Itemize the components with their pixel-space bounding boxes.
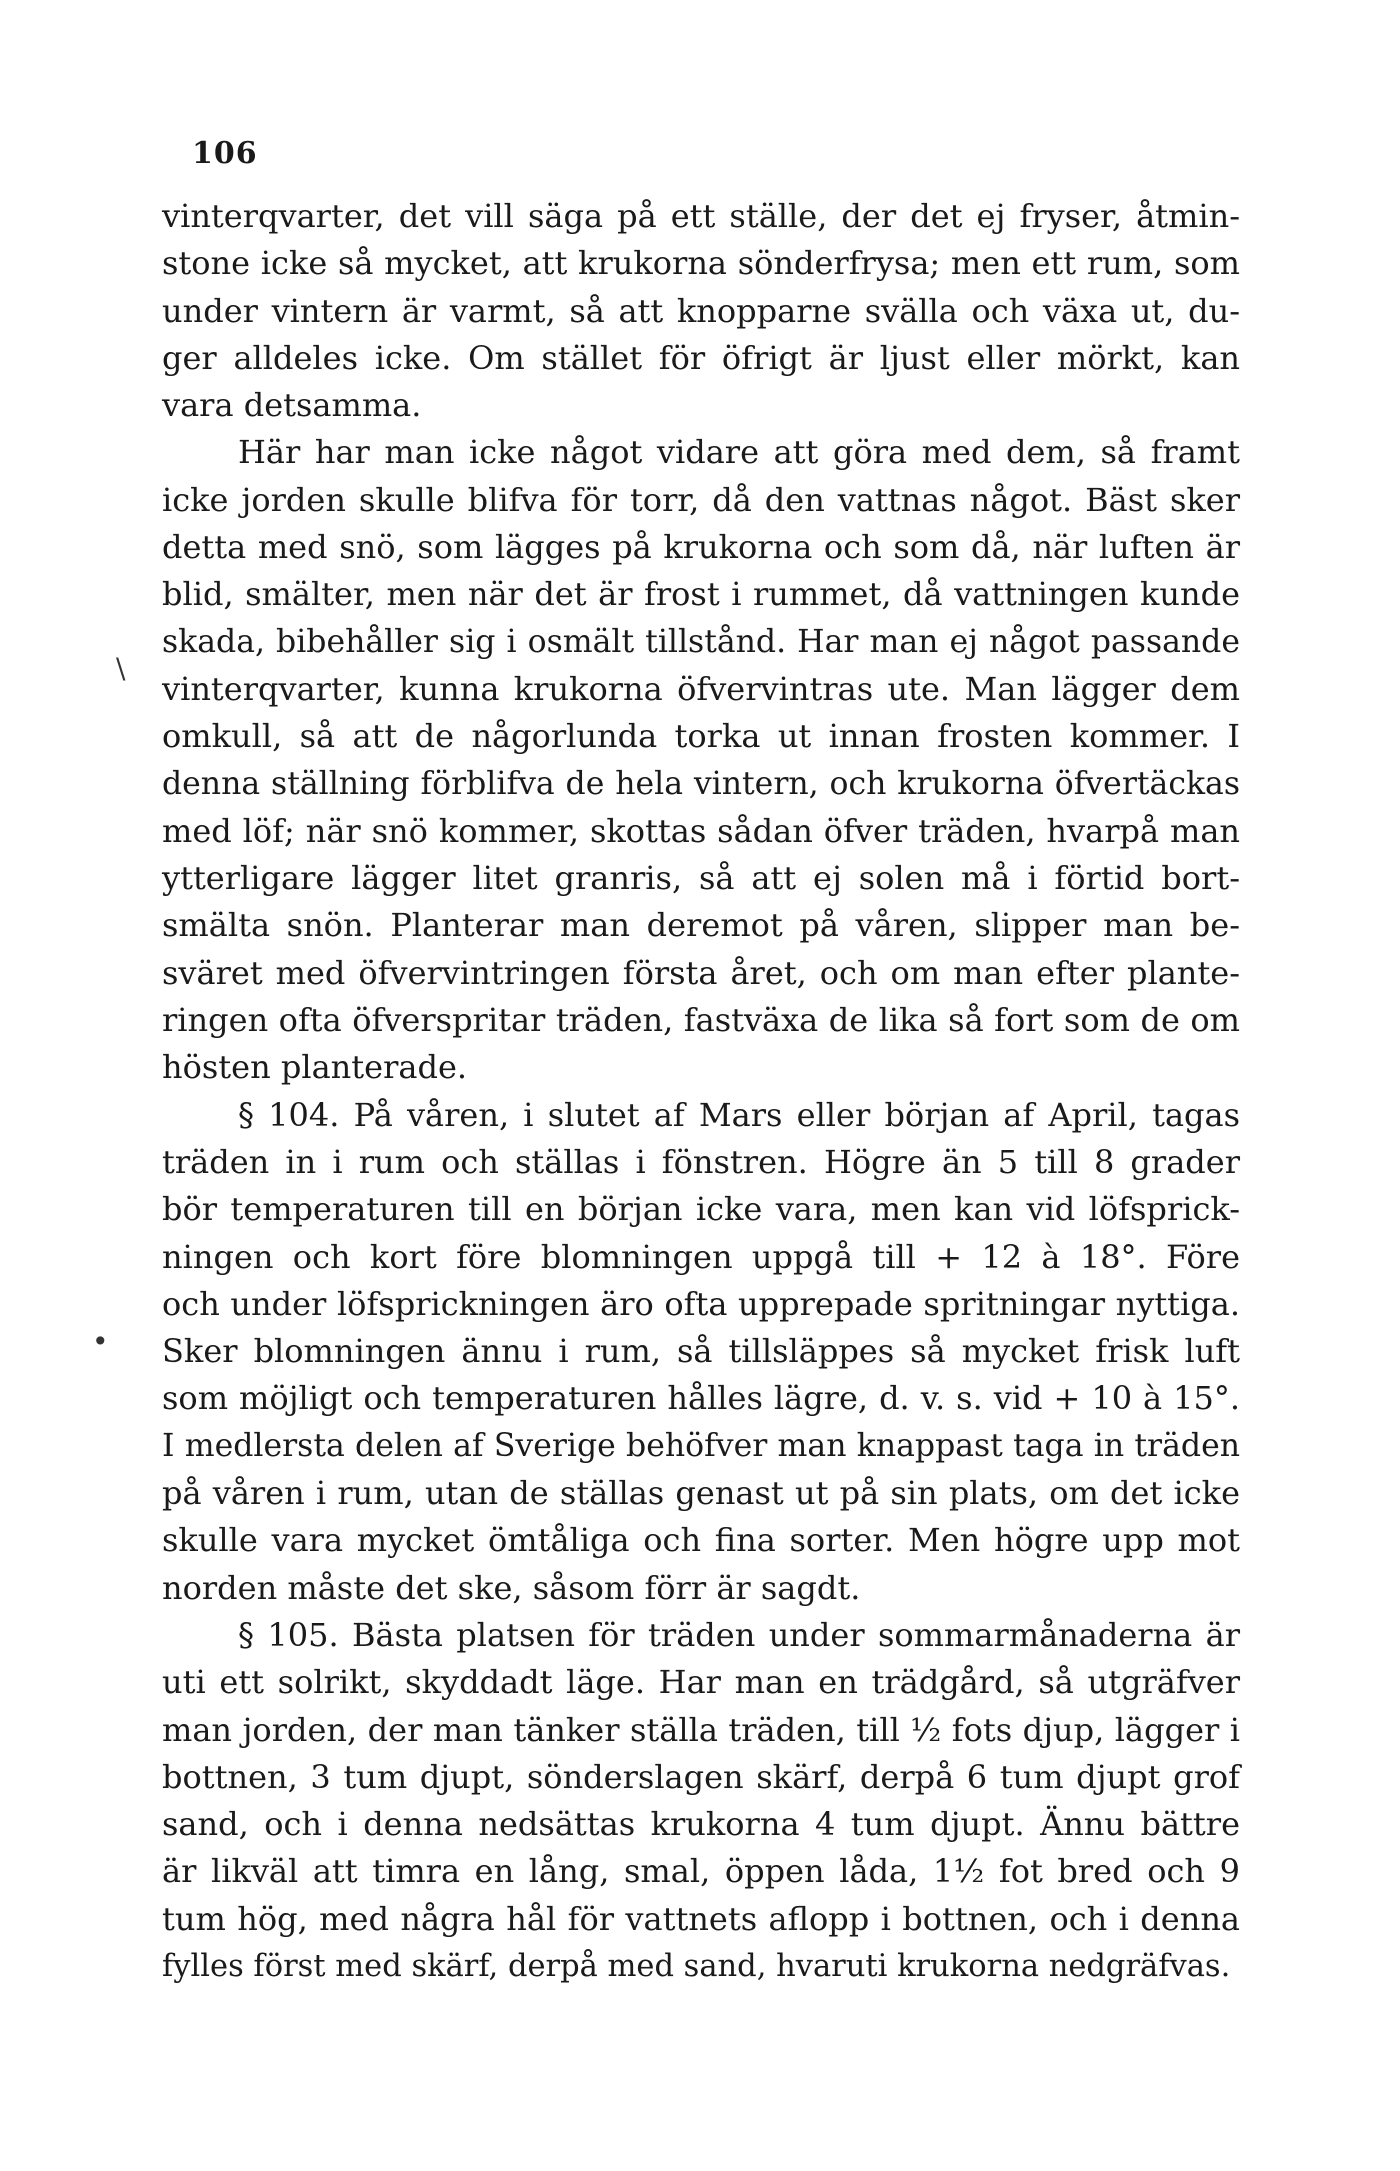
text-line: denna ställning förblifva de hela vintern, och krukorna öfvertäckas <box>162 765 1240 802</box>
text-line: träden in i rum och ställas i fönstren. Högre än 5 till 8 grader <box>162 1142 1240 1181</box>
text-line: bottnen, 3 tum djupt, sönderslagen skärf, derpå 6 tum djupt grof <box>162 1757 1240 1796</box>
text-line: och under löfsprickningen äro ofta upprepade spritningar nyttiga. <box>162 1284 1240 1323</box>
text-line: sväret med öfvervintringen första året, och om man efter plante- <box>162 953 1240 992</box>
text-line: uti ett solrikt, skyddadt läge. Har man en trädgård, så utgräfver <box>162 1663 1240 1702</box>
text-line: ytterligare lägger litet granris, så att ej solen må i förtid bort- <box>162 859 1240 898</box>
text-line: skada, bibehåller sig i osmält tillstånd. Har man ej något passande <box>162 623 1240 660</box>
body-text <box>162 193 1240 1990</box>
text-line: norden måste det ske, såsom förr är sagdt. <box>162 1568 861 1607</box>
text-line: stone icke så mycket, att krukorna sönderfrysa; men ett rum, som <box>162 244 1240 283</box>
text-line: ringen ofta öfverspritar träden, fastväxa de lika så fort som de om <box>162 1001 1240 1040</box>
text-line: vinterqvarter, det vill säga på ett ställe, der det ej fryser, åtmin- <box>162 197 1240 235</box>
text-line: ningen och kort före blomningen uppgå till + 12 à 18°. Före <box>162 1237 1240 1276</box>
text-line: sand, och i denna nedsättas krukorna 4 tum djupt. Ännu bättre <box>162 1805 1240 1844</box>
section-104-line: § 104. På våren, i slutet af Mars eller början af April, tagas <box>238 1095 1240 1134</box>
text-line: skulle vara mycket ömtåliga och fina sorter. Men högre upp mot <box>162 1521 1240 1560</box>
text-line: tum hög, med några hål för vattnets aflopp i bottnen, och i denna <box>162 1899 1240 1938</box>
margin-mark: \ <box>116 652 126 685</box>
text-line: icke jorden skulle blifva för torr, då den vattnas något. Bäst sker <box>162 480 1240 519</box>
text-line: är likväl att timra en lång, smal, öppen låda, 1½ fot bred och 9 <box>162 1852 1240 1891</box>
text-line: bör temperaturen till en början icke vara, men kan vid löfsprick- <box>162 1190 1240 1229</box>
section-105-line: § 105. Bästa platsen för träden under sommarmånaderna är <box>238 1615 1240 1654</box>
text-line: som möjligt och temperaturen hålles lägre, d. v. s. vid + 10 à 15°. <box>162 1379 1240 1418</box>
text-line: blid, smälter, men när det är frost i rummet, då vattningen kunde <box>162 575 1240 614</box>
text-line: Här har man icke något vidare att göra med dem, så framt <box>238 433 1240 472</box>
text-line: detta med snö, som lägges på krukorna och som då, när luften är <box>162 528 1240 567</box>
text-line: man jorden, der man tänker ställa träden, till ½ fots djup, lägger i <box>162 1710 1240 1749</box>
page-number: 106 <box>192 136 258 171</box>
text-line: Sker blomningen ännu i rum, så tillsläppes så mycket frisk luft <box>162 1332 1240 1371</box>
text-line: vinterqvarter, kunna krukorna öfvervintras ute. Man lägger dem <box>162 669 1240 708</box>
text-line: under vintern är varmt, så att knopparne svälla och växa ut, du- <box>162 291 1240 330</box>
text-line: med löf; när snö kommer, skottas sådan öfver träden, hvarpå man <box>162 811 1240 850</box>
text-line: ger alldeles icke. Om stället för öfrigt är ljust eller mörkt, kan <box>162 338 1240 377</box>
text-line: vara detsamma. <box>162 386 422 425</box>
text-line: på våren i rum, utan de ställas genast ut på sin plats, om det icke <box>162 1474 1240 1513</box>
text-line: smälta snön. Planterar man deremot på våren, slipper man be- <box>162 906 1240 945</box>
text-line: fylles först med skärf, derpå med sand, hvaruti krukorna nedgräfvas. <box>162 1948 1231 1984</box>
text-line: omkull, så att de någorlunda torka ut innan frosten kommer. I <box>162 717 1240 756</box>
text-line: I medlersta delen af Sverige behöfver man knappast taga in träden <box>162 1427 1240 1464</box>
margin-mark: • <box>92 1325 109 1358</box>
text-line: hösten planterade. <box>162 1048 468 1087</box>
